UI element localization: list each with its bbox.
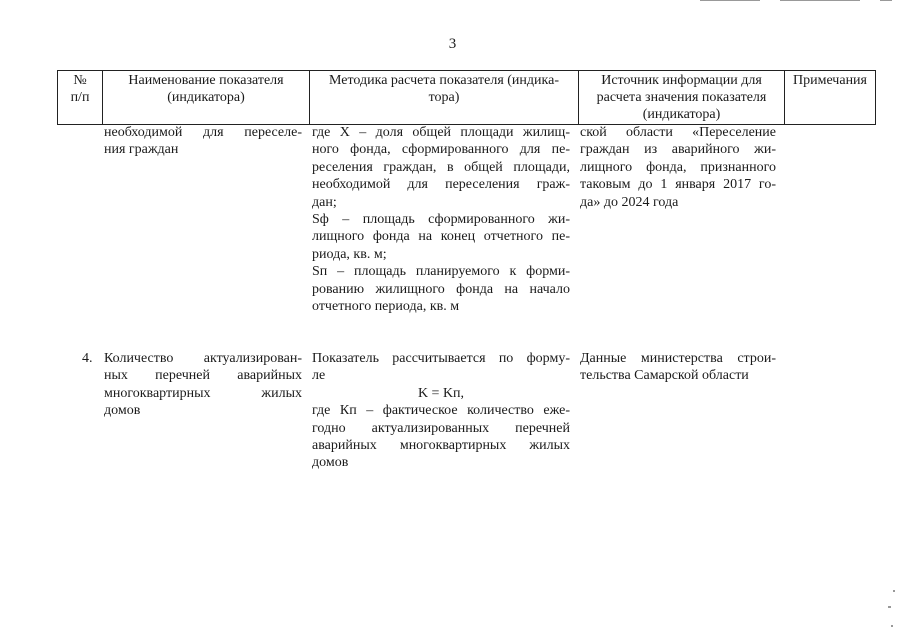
row4-name: Количество актуализирован- ных перечней аварийных многоквартирных жилых домов (104, 351, 302, 419)
scan-mark (893, 590, 895, 592)
page-number: 3 (448, 36, 457, 52)
header-method: Методика расчета показателя (индика- тора) (310, 71, 579, 125)
row4-method: Показатель рассчитывается по форму- ле K = Kп, где Кп – фактическое количество еже- годно актуализированных перечней аварийных многоквартирных жилых домов (312, 351, 570, 471)
header-notes: Примечания (785, 71, 876, 125)
cont-method: где Х – доля общей площади жилищ- ного фонда, сформированного для пе- реселения граждан, в общей площади, необходимой для переселения граж- дан; Sф – площадь сформированного жи- лищного фонда на конец отчетного пе- риода, кв. м; Sп – площадь планируемого к форми- рованию жилищного фонда на начало отчетного периода, кв. м (312, 125, 570, 315)
scan-mark (700, 0, 760, 1)
header-source: Источник информации для расчета значения показателя (индикатора) (579, 71, 785, 125)
cont-source: ской области «Переселение граждан из аварийного жи- лищного фонда, признанного таковым до 1 января 2017 го- да» до 2024 года (580, 125, 776, 210)
row4-source: Данные министерства строи- тельства Самарской области (580, 351, 776, 384)
scan-mark (780, 0, 860, 1)
scan-mark (888, 606, 891, 608)
scan-mark (880, 0, 892, 1)
cont-name: необходимой для переселе- ния граждан (104, 125, 302, 158)
formula: K = Kп, (417, 385, 465, 401)
header-num: № п/п (58, 71, 103, 125)
table-header (57, 70, 876, 125)
header-name: Наименование показателя (индикатора) (103, 71, 310, 125)
scan-mark (891, 625, 893, 627)
row4-number: 4. (82, 351, 93, 366)
